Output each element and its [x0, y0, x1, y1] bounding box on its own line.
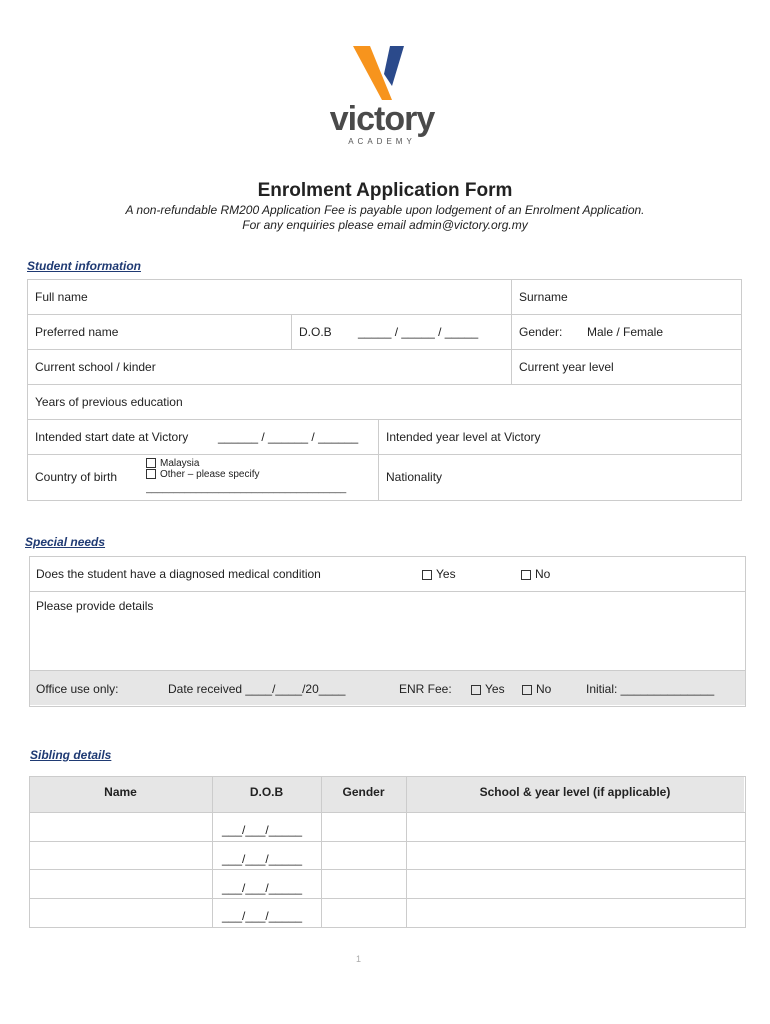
fee-note: A non-refundable RM200 Application Fee is payable upon lodgement of an Enrolment Application.: [125, 203, 645, 217]
student-info-table: [27, 279, 742, 501]
intended-year-field[interactable]: Intended year level at Victory: [386, 430, 541, 444]
dob-field[interactable]: _____ / _____ / _____: [358, 325, 479, 339]
sibling-dob-field[interactable]: ___/___/_____: [222, 909, 303, 923]
sibling-col-name: Name: [104, 785, 137, 799]
enr-fee-label: ENR Fee:: [399, 682, 452, 696]
start-date-label: Intended start date at Victory: [35, 430, 189, 444]
current-school-field[interactable]: Current school / kinder: [35, 360, 156, 374]
logo-word: victory: [329, 100, 435, 138]
years-previous-education-field[interactable]: Years of previous education: [35, 395, 183, 409]
dob-label: D.O.B: [299, 325, 332, 339]
full-name-field[interactable]: Full name: [35, 290, 88, 304]
checkbox-icon[interactable]: [471, 685, 481, 695]
office-use-label: Office use only:: [36, 682, 119, 696]
checkbox-icon[interactable]: [422, 570, 432, 580]
page-title: Enrolment Application Form: [257, 180, 513, 201]
enr-fee-no-option[interactable]: No: [522, 682, 551, 696]
special-needs-heading: Special needs: [25, 535, 106, 549]
preferred-name-field[interactable]: Preferred name: [35, 325, 119, 339]
sibling-col-dob: D.O.B: [249, 785, 284, 799]
enr-fee-yes-option[interactable]: Yes: [471, 682, 505, 696]
logo-v-navy: [384, 46, 404, 86]
checkbox-icon[interactable]: [521, 570, 531, 580]
start-date-field[interactable]: ______ / ______ / ______: [218, 430, 359, 444]
sibling-dob-field[interactable]: ___/___/_____: [222, 852, 303, 866]
surname-field[interactable]: Surname: [519, 290, 568, 304]
enquiry-note: For any enquiries please email admin@victory.org.my: [242, 218, 528, 232]
date-received-field[interactable]: Date received ____/____/20____: [168, 682, 346, 696]
country-of-birth-label: Country of birth: [35, 470, 118, 484]
checkbox-icon[interactable]: [146, 469, 156, 479]
gender-field[interactable]: Male / Female: [587, 325, 664, 339]
medical-no-option[interactable]: No: [521, 567, 550, 581]
initial-field[interactable]: Initial: ______________: [586, 682, 715, 696]
gender-label: Gender:: [519, 325, 563, 339]
nationality-field[interactable]: Nationality: [386, 470, 443, 484]
current-year-field[interactable]: Current year level: [519, 360, 614, 374]
checkbox-icon[interactable]: [146, 458, 156, 468]
logo-subtitle: ACADEMY: [348, 137, 416, 146]
sibling-col-school: School & year level (if applicable): [479, 785, 671, 799]
checkbox-icon[interactable]: [522, 685, 532, 695]
sibling-dob-field[interactable]: ___/___/_____: [222, 881, 303, 895]
student-info-heading: Student information: [27, 259, 141, 273]
medical-condition-question: Does the student have a diagnosed medical condition: [36, 567, 321, 581]
sibling-col-gender: Gender: [342, 785, 385, 799]
country-other-field[interactable]: ____________________________________: [146, 483, 347, 494]
country-malaysia-option[interactable]: Malaysia: [146, 458, 199, 469]
page-number: 1: [356, 954, 362, 964]
country-other-option[interactable]: Other – please specify: [146, 469, 260, 480]
sibling-details-heading: Sibling details: [30, 748, 112, 762]
details-field[interactable]: Please provide details: [36, 599, 154, 613]
sibling-dob-field[interactable]: ___/___/_____: [222, 823, 303, 837]
medical-yes-option[interactable]: Yes: [422, 567, 456, 581]
